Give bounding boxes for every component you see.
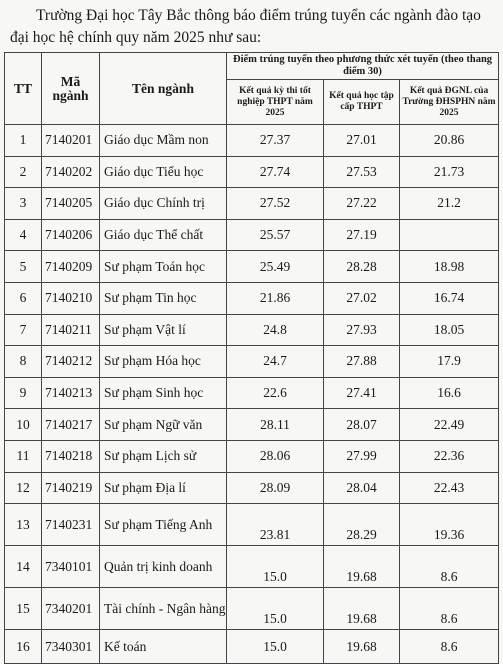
major-code: 7340201 xyxy=(42,588,100,630)
score-dgnl: 17.9 xyxy=(400,346,499,378)
row-number: 3 xyxy=(5,188,42,220)
table-row xyxy=(5,219,499,251)
score-transcript: 19.68 xyxy=(324,630,400,664)
major-code: 7140231 xyxy=(42,504,100,546)
score-thpt-exam: 24.7 xyxy=(227,346,324,378)
major-code: 7140205 xyxy=(42,188,100,220)
table-body xyxy=(5,125,499,664)
score-thpt-exam: 15.0 xyxy=(227,546,324,588)
score-thpt-exam: 27.74 xyxy=(227,156,324,188)
table-row xyxy=(5,346,499,378)
score-dgnl: 8.6 xyxy=(400,546,499,588)
major-name: Sư phạm Địa lí xyxy=(100,472,227,504)
score-dgnl: 16.6 xyxy=(400,377,499,409)
major-code: 7140206 xyxy=(42,219,100,251)
major-name: Giáo dục Chính trị xyxy=(100,188,227,220)
header-code: Mã ngành xyxy=(42,53,100,125)
header-method-thpt-exam: Kết quả kỳ thi tốt nghiệp THPT năm 2025 xyxy=(227,80,324,125)
row-number: 16 xyxy=(5,630,42,664)
score-dgnl: 22.36 xyxy=(400,440,499,472)
score-thpt-exam: 25.57 xyxy=(227,219,324,251)
row-number: 15 xyxy=(5,588,42,630)
major-name: Sư phạm Hóa học xyxy=(100,346,227,378)
table-row xyxy=(5,409,499,441)
row-number: 4 xyxy=(5,219,42,251)
major-code: 7140217 xyxy=(42,409,100,441)
score-dgnl: 22.49 xyxy=(400,409,499,441)
header-score-group: Điểm trúng tuyển theo phương thức xét tuyển (theo thang điểm 30) xyxy=(227,53,499,80)
major-code: 7340301 xyxy=(42,630,100,664)
table-row xyxy=(5,251,499,283)
score-dgnl: 8.6 xyxy=(400,588,499,630)
row-number: 10 xyxy=(5,409,42,441)
major-code: 7140212 xyxy=(42,346,100,378)
score-transcript: 27.19 xyxy=(324,219,400,251)
major-code: 7140218 xyxy=(42,440,100,472)
score-transcript: 28.29 xyxy=(324,504,400,546)
table-row xyxy=(5,125,499,157)
score-thpt-exam: 28.06 xyxy=(227,440,324,472)
major-name: Giáo dục Thể chất xyxy=(100,219,227,251)
score-dgnl: 18.98 xyxy=(400,251,499,283)
table-row xyxy=(5,472,499,504)
score-transcript: 27.53 xyxy=(324,156,400,188)
major-name: Quản trị kinh doanh xyxy=(100,546,227,588)
table-row xyxy=(5,504,499,546)
score-transcript: 19.68 xyxy=(324,588,400,630)
table-row xyxy=(5,282,499,314)
major-name: Sư phạm Lịch sử xyxy=(100,440,227,472)
score-transcript: 27.99 xyxy=(324,440,400,472)
score-dgnl: 18.05 xyxy=(400,314,499,346)
score-thpt-exam: 28.09 xyxy=(227,472,324,504)
score-thpt-exam: 24.8 xyxy=(227,314,324,346)
major-code: 7140219 xyxy=(42,472,100,504)
score-transcript: 27.01 xyxy=(324,125,400,157)
score-dgnl: 19.36 xyxy=(400,504,499,546)
table-row xyxy=(5,546,499,588)
score-thpt-exam: 25.49 xyxy=(227,251,324,283)
row-number: 8 xyxy=(5,346,42,378)
table-row xyxy=(5,314,499,346)
row-number: 6 xyxy=(5,282,42,314)
major-name: Sư phạm Toán học xyxy=(100,251,227,283)
score-thpt-exam: 22.6 xyxy=(227,377,324,409)
score-dgnl: 21.73 xyxy=(400,156,499,188)
table-row xyxy=(5,156,499,188)
score-transcript: 27.02 xyxy=(324,282,400,314)
major-code: 7140201 xyxy=(42,125,100,157)
row-number: 11 xyxy=(5,440,42,472)
score-thpt-exam: 15.0 xyxy=(227,630,324,664)
score-transcript: 27.41 xyxy=(324,377,400,409)
header-method-transcript: Kết quả học tập cấp THPT xyxy=(324,80,400,125)
header-tt: TT xyxy=(5,53,42,125)
score-dgnl xyxy=(400,219,499,251)
major-name: Sư phạm Tin học xyxy=(100,282,227,314)
major-name: Sư phạm Sinh học xyxy=(100,377,227,409)
score-transcript: 27.93 xyxy=(324,314,400,346)
table-row xyxy=(5,377,499,409)
header-name: Tên ngành xyxy=(100,53,227,125)
score-transcript: 28.04 xyxy=(324,472,400,504)
score-transcript: 27.22 xyxy=(324,188,400,220)
admission-scores-table xyxy=(4,52,499,664)
score-dgnl: 21.2 xyxy=(400,188,499,220)
major-name: Sư phạm Vật lí xyxy=(100,314,227,346)
score-thpt-exam: 21.86 xyxy=(227,282,324,314)
row-number: 12 xyxy=(5,472,42,504)
row-number: 1 xyxy=(5,125,42,157)
major-code: 7140209 xyxy=(42,251,100,283)
row-number: 2 xyxy=(5,156,42,188)
table-row xyxy=(5,588,499,630)
score-transcript: 28.28 xyxy=(324,251,400,283)
row-number: 7 xyxy=(5,314,42,346)
score-transcript: 19.68 xyxy=(324,546,400,588)
score-thpt-exam: 27.37 xyxy=(227,125,324,157)
major-name: Giáo dục Mầm non xyxy=(100,125,227,157)
major-code: 7140213 xyxy=(42,377,100,409)
score-dgnl: 22.43 xyxy=(400,472,499,504)
score-dgnl: 20.86 xyxy=(400,125,499,157)
score-thpt-exam: 28.11 xyxy=(227,409,324,441)
major-name: Sư phạm Tiếng Anh xyxy=(100,504,227,546)
table-row xyxy=(5,630,499,664)
row-number: 13 xyxy=(5,504,42,546)
score-thpt-exam: 27.52 xyxy=(227,188,324,220)
major-code: 7140211 xyxy=(42,314,100,346)
score-dgnl: 16.74 xyxy=(400,282,499,314)
table-row xyxy=(5,440,499,472)
intro-paragraph: Trường Đại học Tây Bắc thông báo điểm trúng tuyển các ngành đào tạo đại học hệ chính quy năm 2025 như sau: xyxy=(10,7,481,46)
major-code: 7140202 xyxy=(42,156,100,188)
row-number: 5 xyxy=(5,251,42,283)
score-transcript: 27.88 xyxy=(324,346,400,378)
major-name: Giáo dục Tiểu học xyxy=(100,156,227,188)
major-name: Kế toán xyxy=(100,630,227,664)
row-number: 9 xyxy=(5,377,42,409)
header-method-dgnl: Kết quả ĐGNL của Trường ĐHSPHN năm 2025 xyxy=(400,80,499,125)
score-dgnl: 8.6 xyxy=(400,630,499,664)
table-row xyxy=(5,188,499,220)
row-number: 14 xyxy=(5,546,42,588)
score-thpt-exam: 23.81 xyxy=(227,504,324,546)
major-code: 7140210 xyxy=(42,282,100,314)
score-thpt-exam: 15.0 xyxy=(227,588,324,630)
major-name: Tài chính - Ngân hàng xyxy=(100,588,227,630)
score-transcript: 28.07 xyxy=(324,409,400,441)
major-name: Sư phạm Ngữ văn xyxy=(100,409,227,441)
major-code: 7340101 xyxy=(42,546,100,588)
